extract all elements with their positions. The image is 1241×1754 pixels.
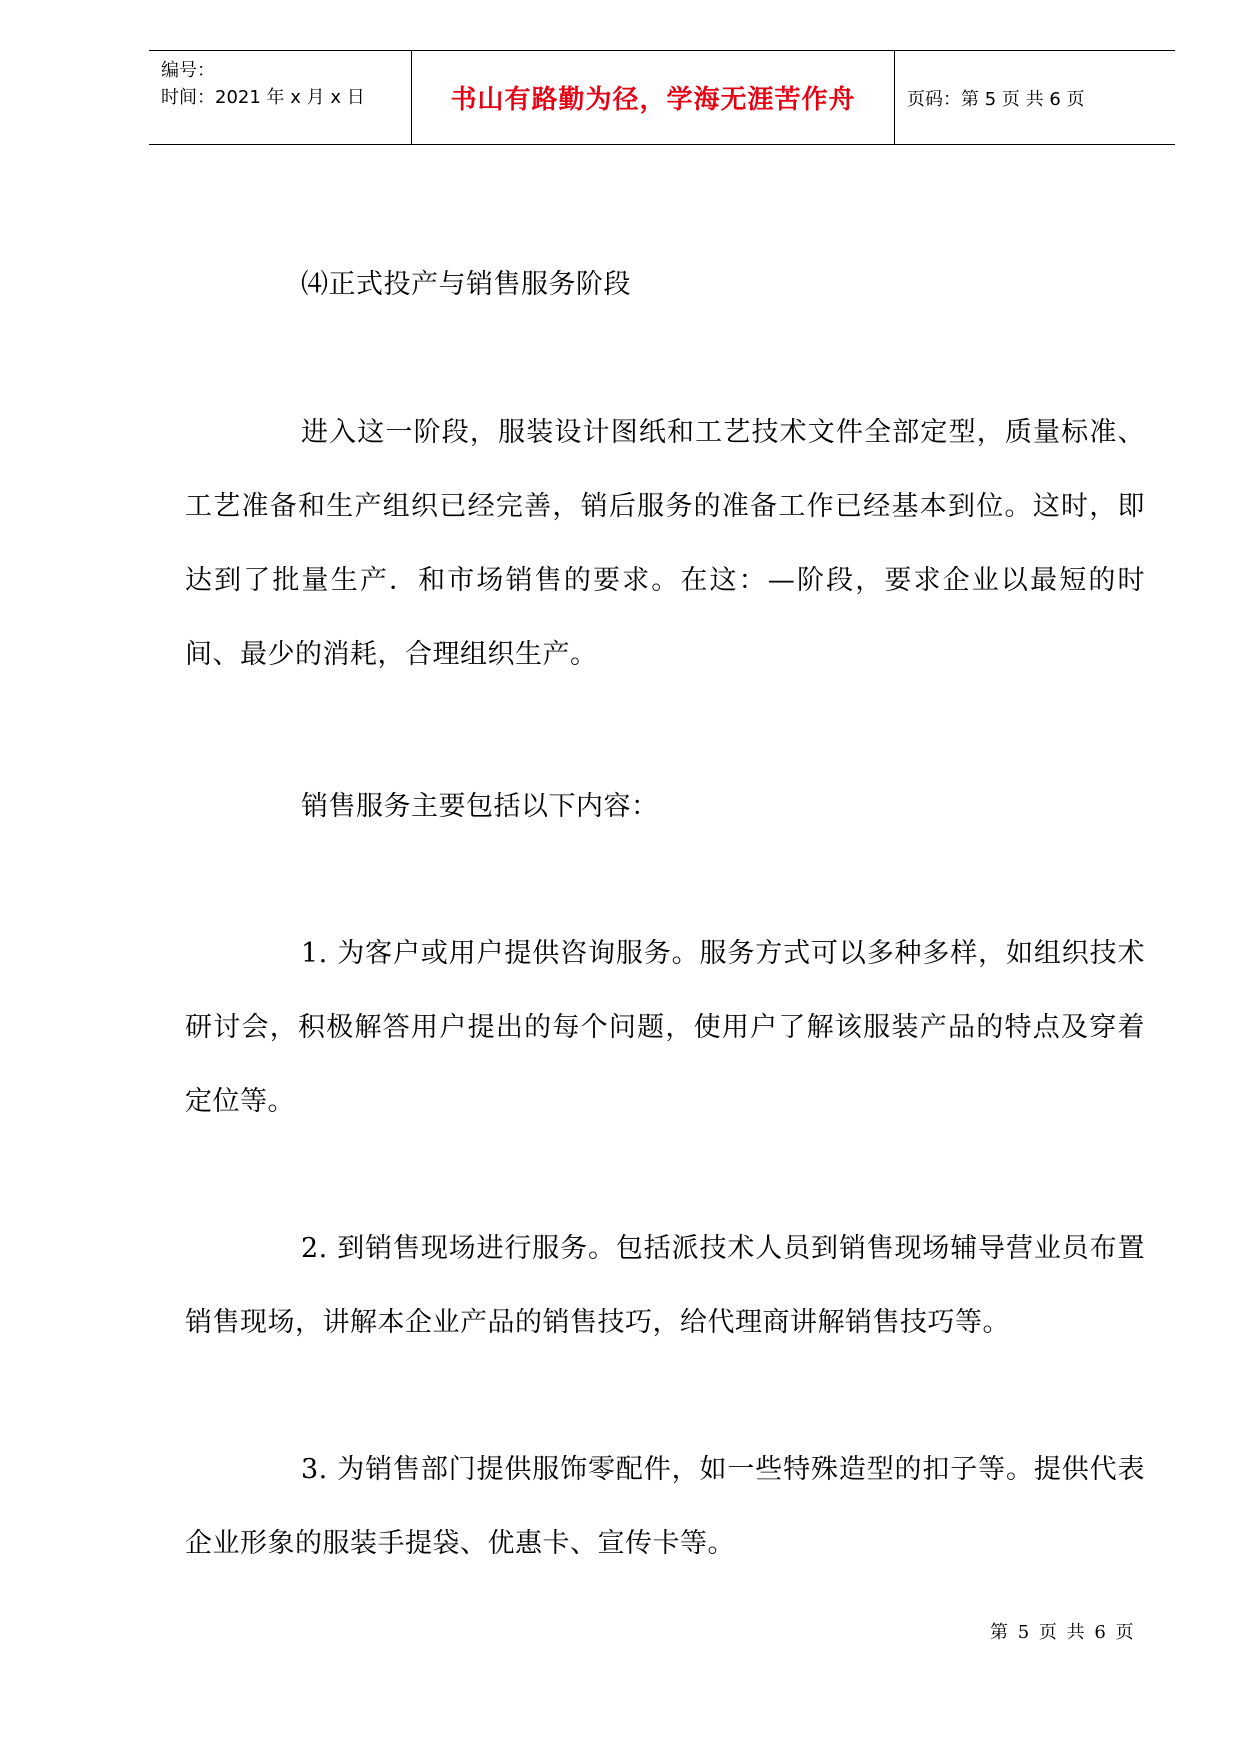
- header-page-info: 页码：第 5 页 共 6 页: [907, 88, 1085, 110]
- page-footer: 第 5 页 共 6 页: [990, 1622, 1136, 1643]
- page-header: [149, 50, 1175, 145]
- section-heading: ⑷正式投产与销售服务阶段: [301, 269, 631, 300]
- list-item-3: 3. 为销售部门提供服饰零配件，如一些特殊造型的扣子等。提供代表企业形象的服装手提袋、优惠卡、宣传卡等。: [185, 1454, 1145, 1559]
- time-label: 时间：2021 年 x 月 x 日: [161, 87, 365, 108]
- header-motto-cell: [411, 51, 895, 144]
- intro-paragraph: 进入这一阶段，服装设计图纸和工艺技术文件全部定型，质量标准、工艺准备和生产组织已经完善，销后服务的准备工作已经基本到位。这时，即达到了批量生产．和市场销售的要求。在这：—阶段，要求企业以最短的时间、最少的消耗，合理组织生产。: [185, 417, 1145, 670]
- list-item-1: 1. 为客户或用户提供咨询服务。服务方式可以多种多样，如组织技术研讨会，积极解答用户提出的每个问题，使用户了解该服装产品的特点及穿着定位等。: [185, 938, 1145, 1117]
- header-motto: 书山有路勤为径，学海无涯苦作舟: [450, 85, 856, 115]
- list-intro: 销售服务主要包括以下内容：: [301, 791, 659, 822]
- header-meta: [149, 51, 411, 144]
- list-item-2: 2. 到销售现场进行服务。包括派技术人员到销售现场辅导营业员布置销售现场，讲解本企业产品的销售技巧，给代理商讲解销售技巧等。: [185, 1233, 1145, 1338]
- serial-label: 编号：: [161, 60, 215, 81]
